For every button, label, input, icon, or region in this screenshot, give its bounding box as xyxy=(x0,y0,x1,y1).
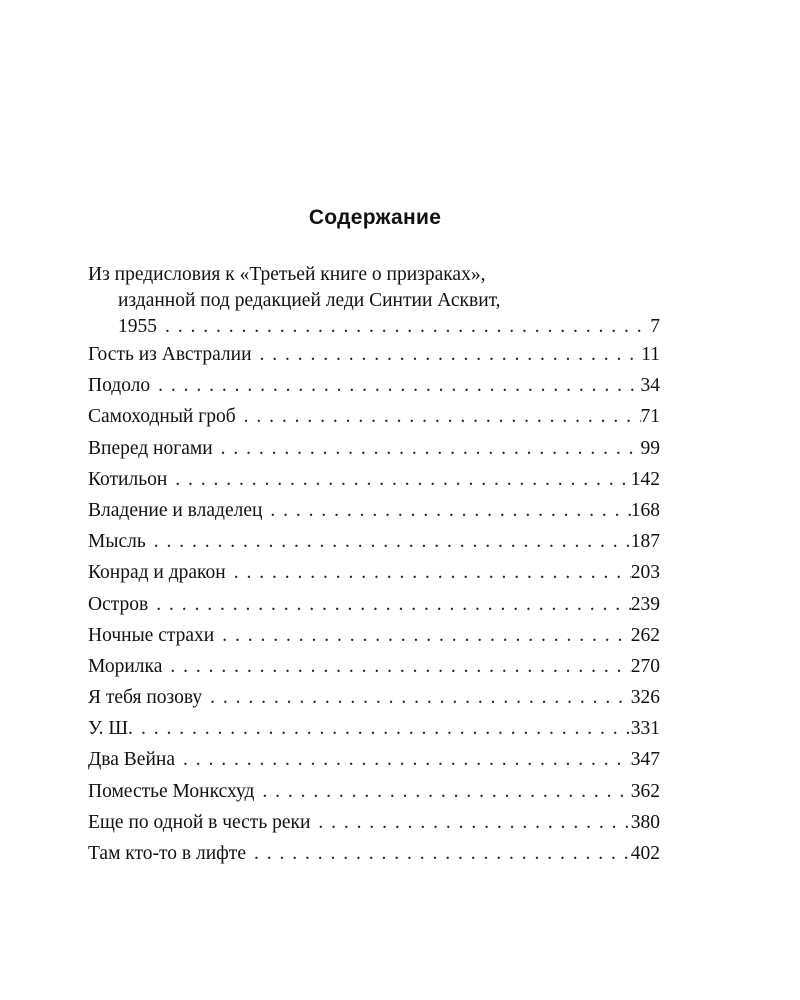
toc-entry xyxy=(88,339,660,370)
toc-page-number: 99 xyxy=(640,437,660,459)
toc-entry-title: Вперед ногами xyxy=(88,437,213,459)
dot-leader xyxy=(148,589,631,620)
toc-page-number: 380 xyxy=(630,811,660,833)
toc-entry xyxy=(88,682,660,713)
toc-entry-title: Мысль xyxy=(88,531,146,553)
dot-leader xyxy=(157,314,650,340)
toc-entry-line: 1955 xyxy=(118,316,157,337)
dot-leader xyxy=(202,682,631,713)
toc-page-number: 326 xyxy=(630,687,660,709)
toc-entry-title: Конрад и дракон xyxy=(88,562,226,584)
toc-entry-title: Ночные страхи xyxy=(88,624,215,646)
toc-entry xyxy=(88,495,660,526)
page-title: Содержание xyxy=(308,206,442,229)
toc-page-number: 347 xyxy=(630,749,660,771)
dot-leader xyxy=(162,651,630,682)
toc-entry-title: У. Ш. xyxy=(88,718,133,740)
toc-page-number: 142 xyxy=(630,468,660,490)
toc-entry-title: Морилка xyxy=(88,655,163,677)
toc-page-number: 7 xyxy=(650,316,660,337)
dot-leader xyxy=(226,557,631,588)
toc-page-number: 270 xyxy=(630,655,660,677)
toc-page-number: 203 xyxy=(630,562,660,584)
toc-entry-title: Поместье Монксхуд xyxy=(88,780,255,802)
toc-page-number: 71 xyxy=(640,406,660,428)
toc-page-number: 362 xyxy=(630,780,660,802)
toc-entry-row xyxy=(88,314,660,340)
toc-entry-title: Я тебя позову xyxy=(88,687,203,709)
toc-entry-title: Самоходный гроб xyxy=(88,406,236,428)
dot-leader xyxy=(254,776,630,807)
dot-leader xyxy=(262,495,630,526)
toc-page-number: 262 xyxy=(630,624,660,646)
dot-leader xyxy=(150,370,640,401)
dot-leader xyxy=(133,713,631,744)
toc-entry-title: Владение и владелец xyxy=(88,499,263,521)
dot-leader xyxy=(214,620,631,651)
dot-leader xyxy=(236,401,641,432)
toc-entry-line: Из предисловия к «Третьей книге о призраках», xyxy=(88,264,486,285)
dot-leader xyxy=(167,464,630,495)
toc-page-number: 239 xyxy=(630,593,660,615)
dot-leader xyxy=(175,744,631,775)
toc-page-number: 168 xyxy=(630,499,660,521)
dot-leader xyxy=(213,433,641,464)
toc-entry xyxy=(88,464,660,495)
toc-entry-title: Два Вейна xyxy=(88,749,175,771)
toc-page-number: 34 xyxy=(640,375,660,397)
toc-entry-title: Котильон xyxy=(88,468,168,490)
toc-page-number: 187 xyxy=(630,531,660,553)
dot-leader xyxy=(246,838,631,869)
toc-entry xyxy=(88,526,660,557)
table-of-contents xyxy=(88,262,660,869)
dot-leader xyxy=(310,807,630,838)
toc-entry-title: Еще по одной в честь реки xyxy=(88,811,311,833)
toc-entry-title: Подоло xyxy=(88,375,151,397)
toc-page-number: 402 xyxy=(630,843,660,864)
toc-entry xyxy=(88,401,660,432)
toc-page-number: 331 xyxy=(630,718,660,740)
toc-entry xyxy=(88,557,660,588)
toc-entry-title: Остров xyxy=(88,593,149,615)
toc-entry xyxy=(88,744,660,775)
toc-entry xyxy=(88,838,660,869)
toc-entry xyxy=(88,651,660,682)
dot-leader xyxy=(146,526,631,557)
toc-entry xyxy=(88,370,660,401)
toc-entry xyxy=(88,433,660,464)
toc-entry-title: Гость из Австралии xyxy=(88,344,252,365)
toc-entry xyxy=(88,620,660,651)
toc-entry-title: Там кто-то в лифте xyxy=(88,843,246,864)
toc-page-number: 11 xyxy=(641,344,660,365)
toc-entry xyxy=(88,807,660,838)
dot-leader xyxy=(252,339,642,370)
toc-entry-line: изданной под редакцией леди Синтии Асквит, xyxy=(118,290,501,311)
toc-entry xyxy=(88,713,660,744)
toc-entry xyxy=(88,589,660,620)
toc-entry xyxy=(88,776,660,807)
toc-entry-preface xyxy=(88,262,660,339)
